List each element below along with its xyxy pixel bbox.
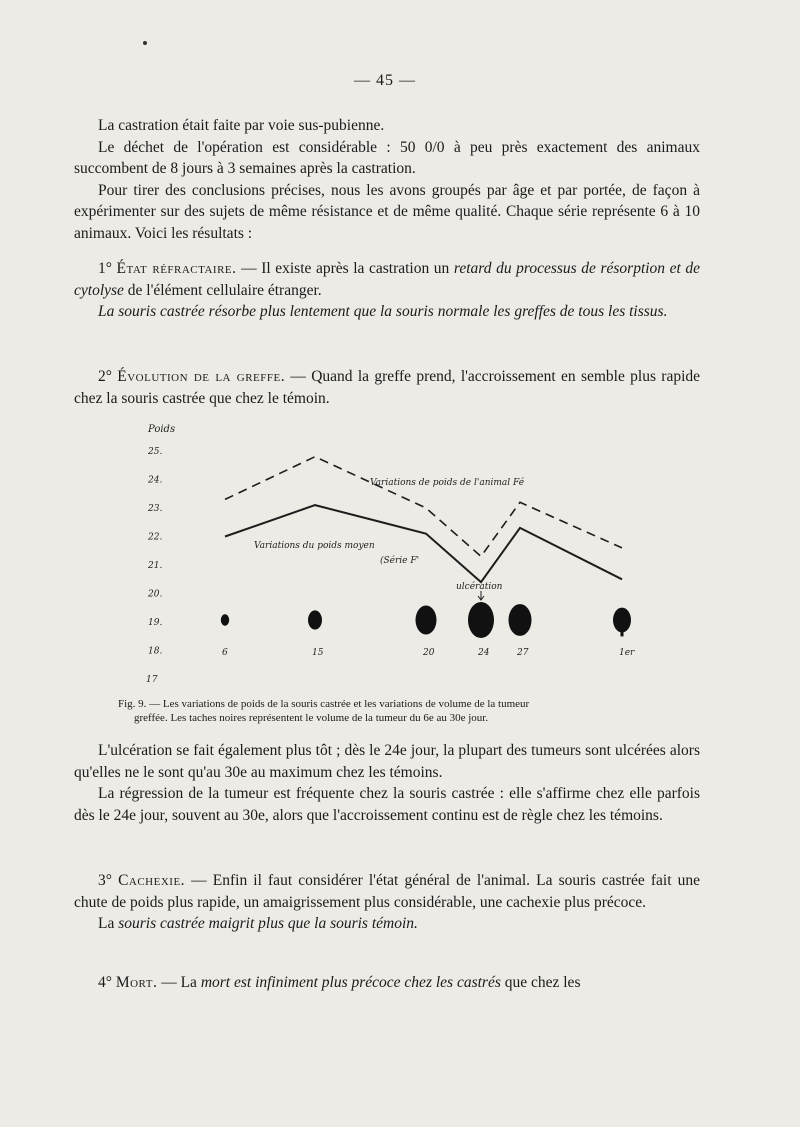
y-axis-label: Poids bbox=[148, 424, 176, 435]
ulceration-section bbox=[74, 740, 700, 826]
series-label-solid: Variations du poids moyen bbox=[254, 541, 375, 551]
text-run: Quand la greffe prend, l'accroissement en semble plus rapide chez la souris castrée que chez le témoin. bbox=[74, 368, 701, 407]
paragraph bbox=[74, 258, 700, 301]
section-etat-refractaire bbox=[74, 258, 700, 323]
tumour-volume-blob bbox=[221, 614, 229, 625]
paragraph: Pour tirer des conclusions précises, nous les avons groupés par âge et par portée, de façon à expérimenter sur des sujets de même résistance et de même qualité. Chaque série représente 6 à 10 animaux. Voici les résultats : bbox=[74, 181, 700, 242]
tumour-volume-blob bbox=[308, 610, 322, 629]
section-evolution-greffe bbox=[74, 366, 700, 409]
tumour-volume-blob bbox=[416, 606, 437, 635]
dash: — bbox=[236, 260, 262, 277]
caption-line: greffée. Les taches noires représentent le volume de la tumeur du 6e au 30e jour. bbox=[134, 712, 489, 724]
paragraph bbox=[74, 913, 700, 935]
y-tick-label: 23. bbox=[148, 504, 163, 514]
intro-section bbox=[74, 115, 700, 244]
paragraph: L'ulcération se fait également plus tôt ; dès le 24e jour, la plupart des tumeurs sont ulcérées alors qu'elles ne le sont qu'au 30e au maximum chez les témoins. bbox=[74, 742, 700, 781]
y-tick-label: 21. bbox=[148, 561, 163, 571]
italic-run: retard du processus de résorption et de cytolyse bbox=[74, 260, 701, 299]
tumour-volume-blob-stem bbox=[621, 630, 624, 636]
paragraph bbox=[74, 870, 700, 913]
tumour-volume-blob bbox=[468, 602, 494, 638]
x-tick-label: 1er bbox=[619, 648, 635, 658]
section-number: 2° bbox=[98, 368, 112, 385]
tumour-volume-blob bbox=[509, 604, 532, 636]
paragraph: La régression de la tumeur est fréquente chez la souris castrée : elle s'affirme chez elle parfois dès le 24e jour, souvent au 30e, alors que l'accroissement continu est de règle chez les témoins. bbox=[74, 785, 700, 824]
y-tick-label: 24. bbox=[148, 475, 163, 486]
text-run: de l'élément cellulaire étranger. bbox=[123, 281, 322, 299]
figure-caption bbox=[118, 697, 678, 725]
text-run: que chez les bbox=[500, 974, 581, 991]
italic-run: souris castrée maigrit plus que la souris témoin. bbox=[118, 915, 418, 932]
y-tick-label: 22. bbox=[148, 532, 163, 543]
section-heading: Mort. bbox=[115, 974, 158, 991]
italic-run: mort est infiniment plus précoce chez les castrés bbox=[200, 974, 501, 991]
weight-chart-svg bbox=[130, 415, 670, 695]
section-number: 1° bbox=[98, 260, 112, 277]
section-number: 4° bbox=[98, 974, 112, 991]
y-tick-label: 20. bbox=[148, 589, 163, 600]
ink-speck bbox=[143, 41, 147, 45]
x-tick-label: 24 bbox=[478, 648, 490, 658]
text-run: Enfin il faut considérer l'état général de l'animal. La souris castrée fait une chute de poids plus rapide, un amaigrissement plus considérable, une cachexie plus précoce. bbox=[74, 872, 701, 911]
series-label-dashed: Variations de poids de l'animal Fé bbox=[370, 478, 525, 488]
y-tick-label: 19. bbox=[148, 618, 163, 628]
section-heading: Cachexie. bbox=[118, 872, 186, 889]
paragraph bbox=[74, 972, 700, 994]
x-tick-label: 20 bbox=[423, 648, 435, 658]
x-tick-label: 6 bbox=[222, 648, 228, 658]
text-run: La bbox=[98, 915, 119, 932]
text-run: La bbox=[180, 974, 201, 991]
ulceration-arrow bbox=[478, 591, 484, 600]
section-heading: État réfractaire. bbox=[116, 260, 237, 277]
series-label-solid-serie: (Série F' bbox=[380, 556, 420, 566]
dash: — bbox=[185, 872, 213, 889]
x-tick-label: 27 bbox=[517, 648, 529, 658]
ulceration-annotation: ulcération bbox=[456, 582, 503, 592]
text-run: Il existe après la castration un bbox=[261, 260, 454, 277]
y-tick-label: 25. bbox=[148, 447, 163, 457]
x-tick-label: 15 bbox=[312, 648, 324, 658]
paragraph bbox=[74, 366, 700, 409]
paragraph: Le déchet de l'opération est considérable : 50 0/0 à peu près exactement des animaux succombent de 8 jours à 3 semaines après la castration. bbox=[74, 138, 700, 177]
dash: — bbox=[285, 368, 312, 385]
italic-statement: La souris castrée résorbe plus lentement que la souris normale les greffes de tous les tissus. bbox=[98, 303, 668, 320]
section-number: 3° bbox=[98, 872, 112, 889]
y-tick-label: 17 bbox=[146, 675, 158, 685]
y-tick-label: 18. bbox=[148, 646, 163, 657]
tumour-volume-blob bbox=[613, 608, 631, 633]
section-heading: Évolution de la greffe. bbox=[117, 368, 286, 385]
section-cachexie bbox=[74, 870, 700, 935]
section-mort bbox=[74, 972, 700, 994]
figure-9-chart bbox=[130, 415, 670, 695]
dash: — bbox=[157, 974, 181, 991]
page-number: — 45 — bbox=[354, 72, 416, 89]
paragraph: La castration était faite par voie sus-pubienne. bbox=[98, 117, 385, 134]
caption-line: Fig. 9. — Les variations de poids de la souris castrée et les variations de volume de la tumeur bbox=[118, 698, 530, 710]
